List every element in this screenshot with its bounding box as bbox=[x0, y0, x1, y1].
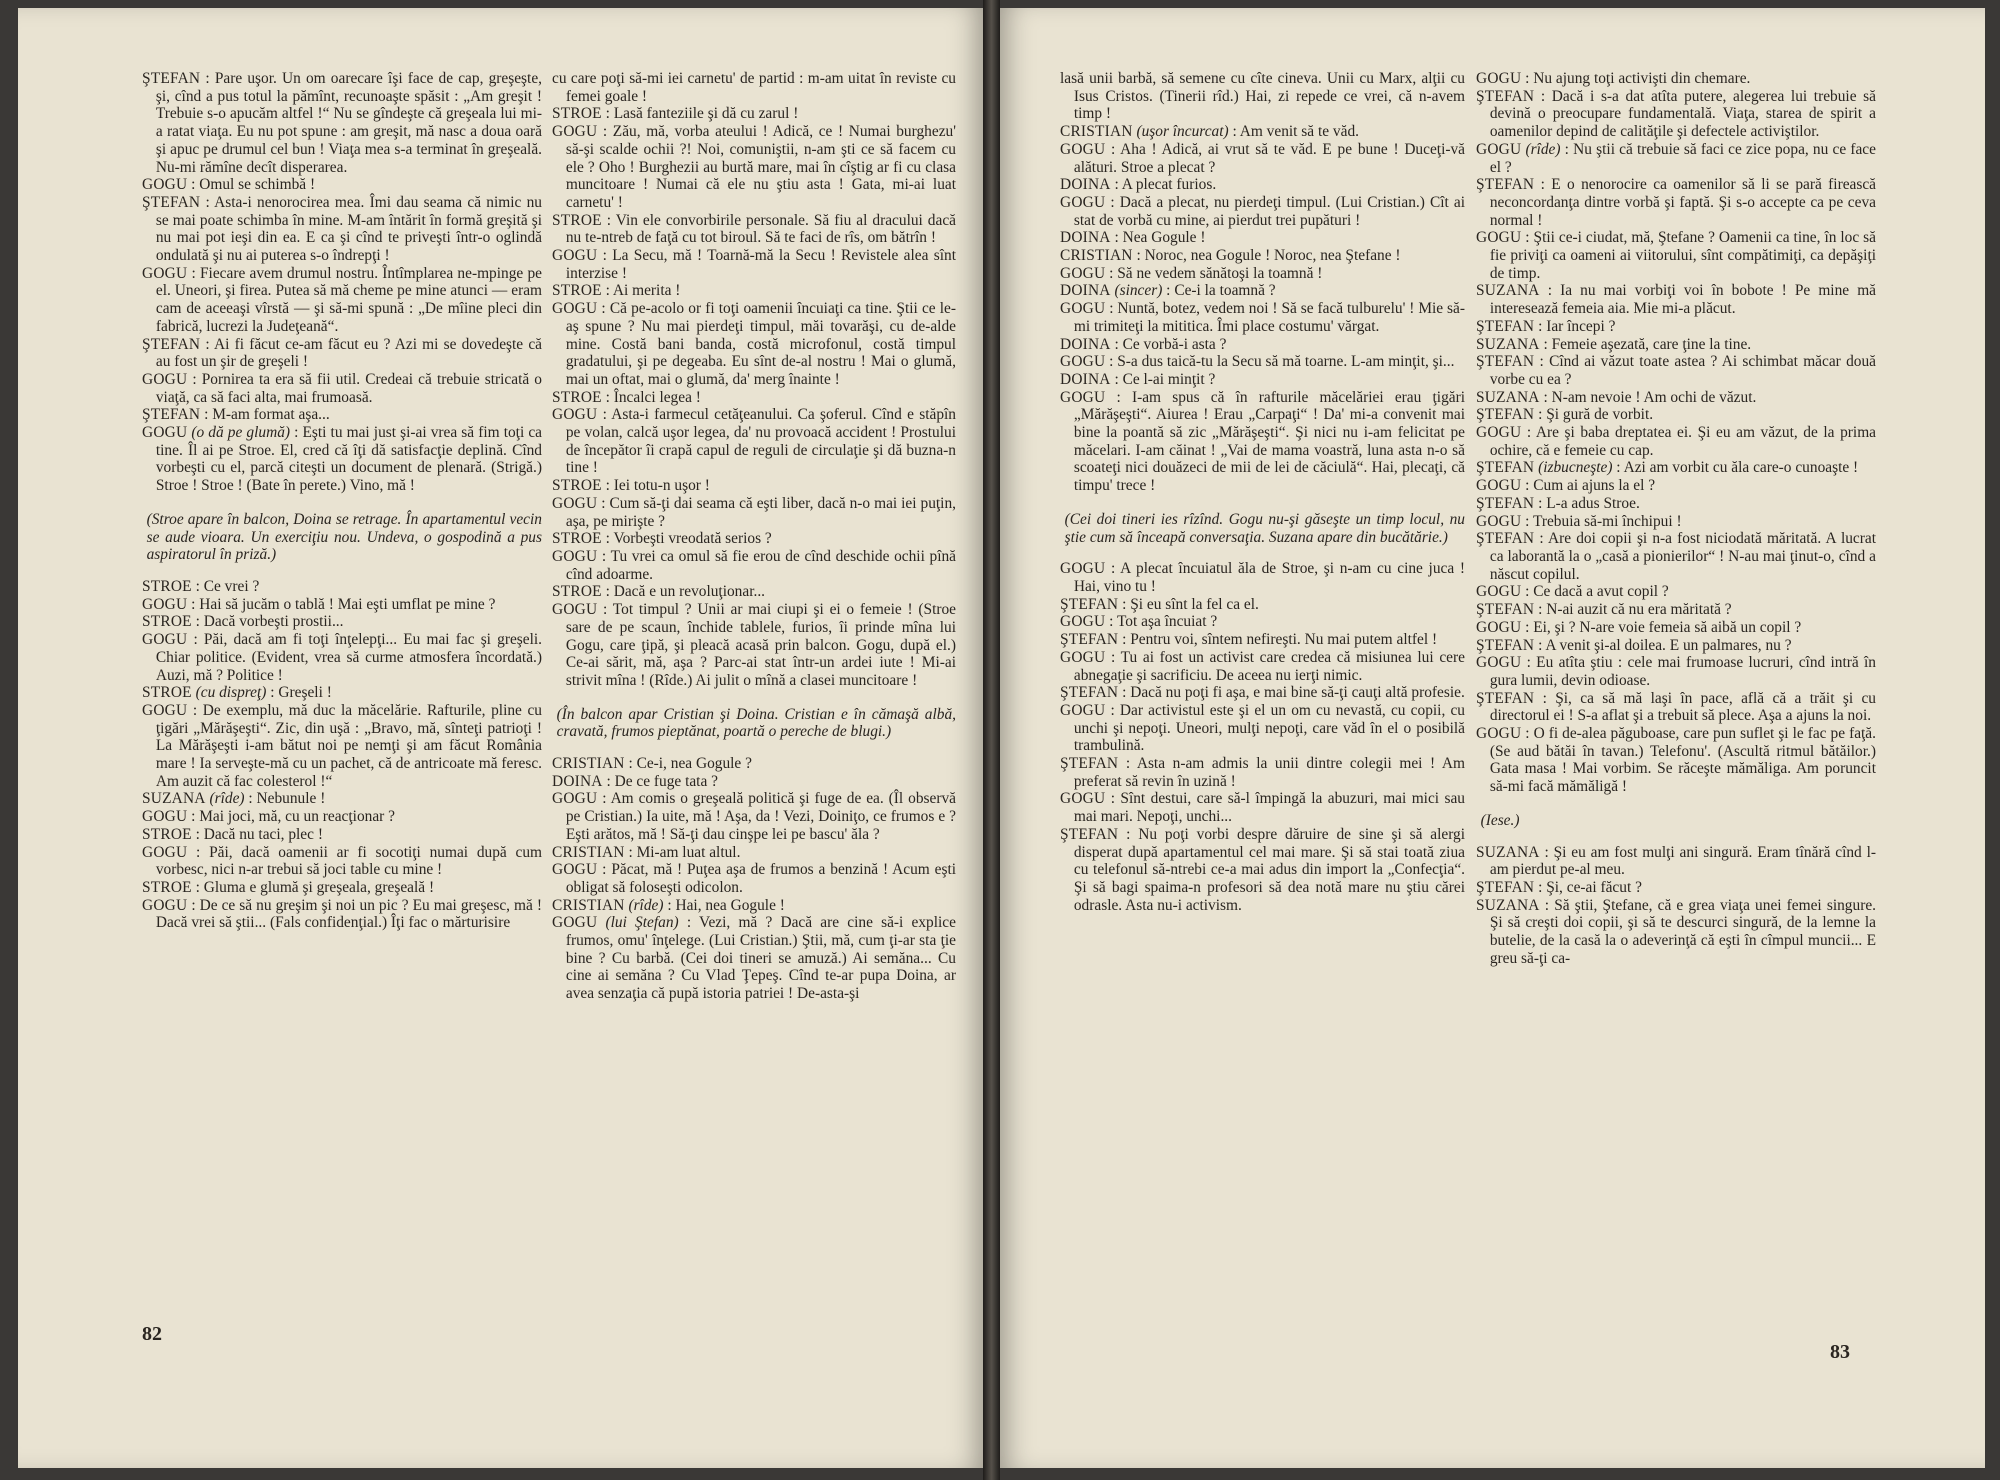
dialogue-text: Nu ştii că trebuie să faci ce zice popa, nu ce face el ? bbox=[1489, 140, 1876, 176]
dialogue-line: ŞTEFAN : Iar începi ? bbox=[1476, 317, 1616, 335]
dialogue-text: Ce vrei ? bbox=[203, 577, 260, 595]
speaker-name: GOGU bbox=[552, 547, 598, 565]
speaker-name: ŞTEFAN bbox=[1060, 755, 1119, 773]
dialogue-text: O fi de-alea păguboase, care pun suflet şi le fac pe faţă. (Se aud bătăi în tavan.) Telefonu'. (Ascultă ritmul bătăilor.) Gata masa ! Mai vorbim. Se răceşte mămăliga. Am poruncit să-mi facă mămăligă ! bbox=[1489, 725, 1876, 796]
dialogue-text: Are şi baba dreptatea ei. Şi eu am văzut, de la prima ochire, că e femeie cu cap. bbox=[1489, 424, 1876, 459]
speaker-name: GOGU bbox=[552, 247, 598, 265]
dialogue-text: Cînd ai văzut toate astea ? Ai schimbat măcar două vorbe cu ea ? bbox=[1489, 353, 1876, 388]
dialogue-text: Ia nu mai vorbiţi voi în bobote ! Pe mine mă interesează femeia aia. Mie mi-a plăcut. bbox=[1489, 282, 1876, 318]
speaker-name: GOGU bbox=[552, 601, 598, 619]
dialogue-line: GOGU : Păi, dacă oamenii ar fi socotiţi numai după cum vorbesc, nici n-ar trebui să joci table cu mine ! bbox=[142, 843, 542, 879]
stage-direction: (În balcon apar Cristian şi Doina. Cristian e în cămaşă albă, cravată, frumos pieptănat, poartă o pereche de blugi.) bbox=[556, 705, 956, 741]
dialogue-line: ŞTEFAN : Şi eu sînt la fel ca el. bbox=[1060, 595, 1259, 613]
speaker-name: ŞTEFAN bbox=[142, 193, 201, 211]
dialogue-text: De ce să nu greşim şi noi un pic ? Eu mai greşesc, mă ! Dacă vrei să ştii... (Fals confidenţial.) Îţi fac o mărturisire bbox=[155, 896, 542, 932]
dialogue-line: GOGU : Tu vrei ca omul să fie erou de cînd deschide ochii pînă cînd adoarme. bbox=[552, 547, 956, 583]
speaker-name: STROE bbox=[552, 105, 602, 123]
speaker-name: ŞTEFAN bbox=[1060, 684, 1119, 702]
dialogue-line: ŞTEFAN : M-am format aşa... bbox=[142, 406, 330, 424]
dialogue-text: Dacă e un revoluţionar... bbox=[613, 583, 766, 601]
dialogue-text: La Secu, mă ! Toarnă-mă la Secu ! Revistele alea sînt interzise ! bbox=[565, 247, 956, 282]
speaker-name: ŞTEFAN bbox=[1476, 494, 1535, 512]
speaker-name: DOINA bbox=[1060, 229, 1111, 247]
speaker-name: DOINA bbox=[552, 772, 603, 790]
speaker-name: GOGU bbox=[552, 406, 598, 424]
dialogue-text: Fiecare avem drumul nostru. Întîmplarea ne-mpinge pe el. Uneori, şi firea. Putea să mă cheme pe mine atunci — eram cam de aceeaşi vîrstă — şi să-mi spună : „De mîine pleci din fabrică, lucrezi la Judeţeană“. bbox=[155, 264, 542, 335]
dialogue-line: GOGU : Mai joci, mă, cu un reacţionar ? bbox=[142, 808, 395, 826]
dialogue-text: Greşeli ! bbox=[278, 684, 332, 702]
dialogue-line: GOGU (rîde) : Nu ştii că trebuie să faci ce zice popa, nu ce face el ? bbox=[1476, 140, 1876, 176]
dialogue-line: GOGU : Cum ai ajuns la el ? bbox=[1476, 477, 1656, 495]
speaker-name: GOGU bbox=[1060, 701, 1106, 719]
speaker-name: GOGU bbox=[1476, 618, 1522, 636]
dialogue-text: Mai joci, mă, cu un reacţionar ? bbox=[199, 808, 395, 826]
dialogue-line: SUZANA : N-am nevoie ! Am ochi de văzut. bbox=[1476, 388, 1757, 406]
page-number-left: 82 bbox=[142, 1323, 162, 1345]
speaker-name: ŞTEFAN bbox=[1476, 636, 1535, 654]
speaker-name: DOINA bbox=[1060, 282, 1111, 300]
dialogue-text: N-am nevoie ! Am ochi de văzut. bbox=[1551, 388, 1757, 406]
speaker-name: GOGU bbox=[1476, 512, 1522, 530]
dialogue-text: Mi-am luat altul. bbox=[636, 843, 741, 861]
dialogue-line: GOGU : Să ne vedem sănătoşi la toamnă ! bbox=[1060, 264, 1323, 282]
dialogue-text: Vezi, mă ? Dacă are cine să-i explice frumos, omu' înţelege. (Lui Cristian.) Ştii, mă, cum ţi-ar sta ţie bine ? Cu barbă. (Cei doi tineri se amuză.) Ai semăna... Cu cine ai semăna ? Cu Vlad Ţepeş. Cînd te-ar pupa Doina, ar avea senzaţia că pupă istoria patriei ! De-asta-şi bbox=[565, 914, 956, 1003]
speaker-direction: (cu dispreţ) bbox=[195, 684, 267, 702]
speaker-direction: (o dă pe glumă) bbox=[191, 424, 291, 442]
dialogue-text: A plecat încuiatul ăla de Stroe, şi n-am cu cine juca ! Hai, vino tu ! bbox=[1073, 560, 1465, 595]
dialogue-line: CRISTIAN (rîde) : Hai, nea Gogule ! bbox=[552, 896, 785, 914]
speaker-name: STROE bbox=[552, 530, 602, 548]
speaker-name: STROE bbox=[142, 577, 192, 595]
speaker-name: GOGU bbox=[1060, 353, 1106, 371]
dialogue-text: Pentru voi, sîntem nefireşti. Nu mai putem altfel ! bbox=[1130, 631, 1438, 649]
dialogue-line: DOINA (sincer) : Ce-i la toamnă ? bbox=[1060, 282, 1276, 300]
speaker-name: GOGU bbox=[552, 123, 598, 141]
dialogue-text: Zău, mă, vorba ateului ! Adică, ce ! Numai burghezu' să-şi scalde ochii ?! Noi, comuniştii, n-am şti ce să facem cu ele ? Oho ! Burghezii au burtă mare, mai în cîştig ar fi cu clasa muncitoare ! Numai că ele nu ştiu asta ! Gata, mi-ai luat carnetu' ! bbox=[565, 123, 956, 211]
dialogue-line: GOGU : Aha ! Adică, ai vrut să te văd. E pe bune ! Duceţi-vă alături. Stroe a plecat ? bbox=[1060, 140, 1465, 176]
speaker-name: ŞTEFAN bbox=[1476, 317, 1535, 335]
dialogue-text: Tu ai fost un activist care credea că misiunea lui cere abnegaţie şi sacrificiu. De aceea nu ierţi nimic. bbox=[1073, 648, 1465, 684]
speaker-name: SUZANA bbox=[1476, 335, 1540, 353]
dialogue-text: Am venit să te văd. bbox=[1239, 123, 1359, 141]
dialogue-text: Ştii ce-i ciudat, mă, Ştefane ? Oamenii ca tine, în loc să fie priviţi ca oameni ai viitorului, sînt compătimiţi, ca depăşiţi de timp. bbox=[1489, 229, 1876, 282]
speaker-name: CRISTIAN bbox=[552, 896, 625, 914]
speaker-name: STROE bbox=[552, 388, 602, 406]
speaker-direction: (izbucneşte) bbox=[1538, 459, 1613, 477]
speaker-name: GOGU bbox=[1060, 648, 1106, 666]
dialogue-line: STROE : Lasă fanteziile şi dă cu zarul ! bbox=[552, 105, 799, 123]
speaker-name: ŞTEFAN bbox=[1060, 595, 1119, 613]
speaker-name: STROE bbox=[142, 684, 192, 702]
dialogue-line: SUZANA : Să ştii, Ştefane, că e grea viaţa unei femei singure. Şi să creşti doi copii, şi să te descurci singură, de la lemne la butelie, de la casă la o adeverinţă că eşti în cîmpul muncii... E greu să-ţi ca- bbox=[1476, 896, 1876, 967]
speaker-name: DOINA bbox=[1060, 335, 1111, 353]
dialogue-line: ŞTEFAN : Cînd ai văzut toate astea ? Ai schimbat măcar două vorbe cu ea ? bbox=[1476, 353, 1876, 388]
dialogue-line: STROE : Dacă nu taci, plec ! bbox=[142, 825, 323, 843]
speaker-name: GOGU bbox=[1060, 613, 1106, 631]
dialogue-line: GOGU : Pornirea ta era să fii util. Credeai că trebuie stricată o viaţă, ca să faci alta, mai frumoasă. bbox=[142, 370, 542, 406]
dialogue-text: Tu vrei ca omul să fie erou de cînd deschide ochii pînă cînd adoarme. bbox=[565, 547, 956, 583]
dialogue-text: Ce-i la toamnă ? bbox=[1174, 282, 1276, 300]
dialogue-line bbox=[1060, 70, 1465, 123]
dialogue-line: CRISTIAN : Mi-am luat altul. bbox=[552, 843, 741, 861]
dialogue-text: Sînt destui, care să-l împingă la abuzuri, mai mici sau mai mari. Nepoţi, unchi... bbox=[1073, 790, 1465, 826]
speaker-name: GOGU bbox=[1476, 725, 1522, 743]
dialogue-line: GOGU : Zău, mă, vorba ateului ! Adică, ce ! Numai burghezu' să-şi scalde ochii ?! Noi, comuniştii, n-am şti ce să facem cu ele ? Oho ! Burghezii au burtă mare, mai în cîştig ar fi cu clasa muncitoare ! Numai că ele nu ştiu asta ! Gata, mi-ai luat carnetu' ! bbox=[552, 123, 956, 211]
dialogue-line: ŞTEFAN : A venit şi-al doilea. E un palmares, nu ? bbox=[1476, 636, 1792, 654]
dialogue-text: Iei totu-n uşor ! bbox=[613, 477, 710, 495]
speaker-name: STROE bbox=[142, 825, 192, 843]
speaker-name: GOGU bbox=[1476, 229, 1522, 247]
dialogue-line: ŞTEFAN : Şi, ce-ai făcut ? bbox=[1476, 878, 1642, 896]
speaker-name: GOGU bbox=[1060, 264, 1106, 282]
dialogue-line: STROE (cu dispreţ) : Greşeli ! bbox=[142, 684, 332, 702]
dialogue-text: Noroc, nea Gogule ! Noroc, nea Ştefane ! bbox=[1144, 247, 1401, 265]
speaker-name: GOGU bbox=[1060, 300, 1106, 318]
speaker-name: SUZANA bbox=[1476, 896, 1540, 914]
dialogue-text: Trebuia să-mi închipui ! bbox=[1532, 512, 1682, 530]
dialogue-line: ŞTEFAN : E o nenorocire ca oamenilor să li se pară firească neconcordanţa dintre vorbă şi faptă. Şi s-o accepte ca pe ceva normal ! bbox=[1476, 176, 1877, 229]
speaker-name: STROE bbox=[142, 878, 192, 896]
dialogue-line: GOGU : Dacă a plecat, nu pierdeţi timpul. (Lui Cristian.) Cît ai stat de vorbă cu mine, ai pierdut trei pupături ! bbox=[1060, 193, 1465, 229]
dialogue-line: ŞTEFAN : Nu poţi vorbi despre dăruire de sine şi să alergi disperat după apartamentul cel mai mare. Şi să stai toată ziua cu telefonul să-ntrebi ce-a mai adus din import la „Confecţia“. Şi să bagi spaima-n profesori să dea notă mare nu ştiu cărei odrasle. Asta nu-i activism. bbox=[1060, 825, 1466, 914]
speaker-direction: (rîde) bbox=[209, 790, 245, 808]
speaker-name: ŞTEFAN bbox=[1476, 406, 1535, 424]
speaker-name: GOGU bbox=[142, 701, 188, 719]
dialogue-line: CRISTIAN : Ce-i, nea Gogule ? bbox=[552, 755, 752, 773]
dialogue-text: lasă unii barbă, să semene cu cîte cineva. Unii cu Marx, alţii cu Isus Cristos. (Tinerii rîd.) Hai, zi repede ce vrei, că n-avem timp ! bbox=[1060, 70, 1465, 123]
dialogue-line: GOGU : Păi, dacă am fi toţi înţelepţi... Eu mai fac şi greşeli. Chiar politice. (Evident, vrea să curme atmosfera încordată.) Auzi, mă ? Politice ! bbox=[142, 631, 542, 684]
dialogue-text: Ce l-ai minţit ? bbox=[1122, 370, 1216, 388]
dialogue-line: GOGU : Că pe-acolo or fi toţi oamenii încuiaţi ca tine. Ştii ce le-aş spune ? Nu mai pierdeţi timpul, măi tovarăşi, cu de-alde mine. Costă bani banda, costă microfonul, costă timpul gradatului, şi pe degeaba. Eu sînt de-al nostru ! Mai o glumă, mai un oftat, mai o glumă, da' merg înainte ! bbox=[552, 300, 956, 388]
speaker-name: ŞTEFAN bbox=[1060, 631, 1119, 649]
dialogue-line: CRISTIAN (uşor încurcat) : Am venit să te văd. bbox=[1060, 123, 1359, 141]
dialogue-line: ŞTEFAN (izbucneşte) : Azi am vorbit cu ăla care-o cunoaşte ! bbox=[1476, 459, 1859, 477]
dialogue-line: STROE : Vorbeşti vreodată serios ? bbox=[552, 530, 772, 548]
speaker-name: STROE bbox=[552, 211, 602, 229]
speaker-name: GOGU bbox=[142, 808, 188, 826]
dialogue-line: STROE : Ai merita ! bbox=[552, 282, 681, 300]
dialogue-text: S-a dus taică-tu la Secu să mă toarne. L-am minţit, şi... bbox=[1117, 353, 1455, 371]
dialogue-text: Lasă fanteziile şi dă cu zarul ! bbox=[613, 105, 799, 123]
speaker-name: GOGU bbox=[1060, 790, 1106, 808]
speaker-name: GOGU bbox=[1476, 583, 1522, 601]
left-page-column-2 bbox=[552, 70, 956, 1003]
dialogue-line: GOGU : S-a dus taică-tu la Secu să mă toarne. L-am minţit, şi... bbox=[1060, 353, 1455, 371]
dialogue-text: Hai, nea Gogule ! bbox=[675, 896, 785, 914]
speaker-name: CRISTIAN bbox=[552, 755, 625, 773]
dialogue-line: GOGU : Hai să jucăm o tablă ! Mai eşti umflat pe mine ? bbox=[142, 595, 496, 613]
dialogue-text: Nuntă, botez, vedem noi ! Să se facă tulburelu' ! Mie să-mi trimiteţi la mititica. Îmi place costumu' vărgat. bbox=[1073, 300, 1465, 335]
dialogue-line: STROE : Iei totu-n uşor ! bbox=[552, 477, 710, 495]
dialogue-text: Aha ! Adică, ai vrut să te văd. E pe bune ! Duceţi-vă alături. Stroe a plecat ? bbox=[1073, 140, 1465, 176]
dialogue-line: GOGU : Tot timpul ? Unii ar mai ciupi şi ei o femeie ! (Stroe sare de pe scaun, închide tablele, furios, îi prinde mîna lui Gogu, care ţipă, şi pleacă acasă prin balcon. Gogu, după el.) Ce-ai sărit, mă, aşa ? Parc-ai stat într-un ardei iute ! Mi-ai strivit mîna ! (Rîde.) Ai julit o mînă a clasei muncitoare ! bbox=[552, 601, 956, 689]
dialogue-line: ŞTEFAN : Şi gură de vorbit. bbox=[1476, 406, 1654, 424]
speaker-name: DOINA bbox=[1060, 176, 1111, 194]
dialogue-text: M-am format aşa... bbox=[212, 406, 330, 424]
speaker-name: GOGU bbox=[1060, 388, 1106, 406]
dialogue-text: I-am spus că în rafturile măcelăriei erau ţigări „Mărăşeşti“. Aiurea ! Erau „Carpaţi“ ! Da' mi-a convenit mai bine la poantă să zic „Mărăşeşti“. Şi nici nu i-am felicitat pe măcelari. I-am căinat ! „Vai de mama voastră, luna asta n-o să scoateţi nici douăzeci de mii de lei de căciulă“. Hai, plecaţi, că timpu' trece ! bbox=[1073, 388, 1466, 495]
dialogue-text: Şi eu sînt la fel ca el. bbox=[1130, 595, 1259, 613]
dialogue-line: GOGU : A plecat încuiatul ăla de Stroe, şi n-am cu cine juca ! Hai, vino tu ! bbox=[1060, 560, 1465, 595]
dialogue-line: STROE : Dacă e un revoluţionar... bbox=[552, 583, 766, 601]
dialogue-text: Femeie aşezată, care ţine la tine. bbox=[1551, 335, 1752, 353]
speaker-name: SUZANA bbox=[1476, 388, 1540, 406]
speaker-name: ŞTEFAN bbox=[1476, 878, 1535, 896]
left-page bbox=[18, 8, 983, 1468]
dialogue-text: Asta-i nenorocirea mea. Îmi dau seama că nimic nu se mai poate schimba în mine. M-am întărit în formă greşită şi nu mai pot ieşi din ea. E ca şi cînd te priveşti într-o oglindă ondulată şi nu ai puterea s-o îndrepţi ! bbox=[155, 193, 542, 265]
dialogue-line: ŞTEFAN : Pentru voi, sîntem nefireşti. Nu mai putem altfel ! bbox=[1060, 631, 1438, 649]
speaker-name: ŞTEFAN bbox=[1476, 689, 1535, 707]
dialogue-line: GOGU : Trebuia să-mi închipui ! bbox=[1476, 512, 1682, 530]
speaker-direction: (rîde) bbox=[1525, 140, 1561, 158]
speaker-name: ŞTEFAN bbox=[1476, 459, 1535, 477]
dialogue-line: DOINA : De ce fuge tata ? bbox=[552, 772, 718, 790]
dialogue-line: DOINA : Ce l-ai minţit ? bbox=[1060, 370, 1216, 388]
dialogue-line: DOINA : Nea Gogule ! bbox=[1060, 229, 1206, 247]
dialogue-line: ŞTEFAN : Asta-i nenorocirea mea. Îmi dau seama că nimic nu se mai poate schimba în mine. M-am întărit în formă greşită şi nu mai pot ieşi din ea. E ca şi cînd te priveşti într-o oglindă ondulată şi nu ai puterea s-o îndrepţi ! bbox=[142, 193, 542, 265]
dialogue-text: L-a adus Stroe. bbox=[1546, 494, 1640, 512]
dialogue-line: GOGU : Dar activistul este şi el un om cu nevastă, cu copii, cu unchi şi nepoţi. Uneori, mulţi nepoţi, care văd în el o posibilă trambulină. bbox=[1060, 701, 1465, 755]
dialogue-text: Păi, dacă am fi toţi înţelepţi... Eu mai fac şi greşeli. Chiar politice. (Evident, vrea să curme atmosfera încordată.) Auzi, mă ? Politice ! bbox=[155, 631, 542, 684]
dialogue-text: Asta-i farmecul cetăţeanului. Ca şoferul. Cînd e stăpîn pe volan, calcă uşor legea, da' nu provoacă accident ! Prostului de începător îi crapă capul de reguli de circulaţie şi dă buzna-n tine ! bbox=[565, 406, 956, 477]
dialogue-text: Nu poţi vorbi despre dăruire de sine şi să alergi disperat după apartamentul cel mai mare. Şi să stai toată ziua cu telefonul să-ntrebi ce-a mai adus din import la „Confecţia“. Şi să bagi spaima-n profesori să dea notă mare nu ştiu cărei odrasle. Asta nu-i activism. bbox=[1073, 825, 1466, 914]
speaker-name: STROE bbox=[142, 613, 192, 631]
dialogue-line: SUZANA : Şi eu am fost mulţi ani singură. Eram tînără cînd l-am pierdut pe-al meu. bbox=[1476, 843, 1876, 879]
page-number-right: 83 bbox=[1830, 1341, 1850, 1363]
stage-direction: (Cei doi tineri ies rîzînd. Gogu nu-şi găseşte un timp locul, nu ştie cum să înceapă conversaţia. Suzana apare din bucătărie.) bbox=[1064, 510, 1465, 546]
dialogue-text: Ei, şi ? N-are voie femeia să aibă un copil ? bbox=[1533, 618, 1802, 636]
speaker-name: GOGU bbox=[1476, 424, 1522, 442]
dialogue-text: Are doi copii şi n-a fost niciodată măritată. A lucrat ca laborantă la o „casă a pionierilor“ ! N-au mai ţinut-o, cînd a născut copilul. bbox=[1489, 530, 1876, 583]
dialogue-line: CRISTIAN : Noroc, nea Gogule ! Noroc, nea Ştefane ! bbox=[1060, 247, 1401, 265]
speaker-name: ŞTEFAN bbox=[142, 335, 201, 353]
dialogue-text: Omul se schimbă ! bbox=[199, 176, 316, 194]
dialogue-line: GOGU : Tot aşa încuiat ? bbox=[1060, 613, 1218, 631]
speaker-name: ŞTEFAN bbox=[142, 406, 201, 424]
speaker-name: STROE bbox=[552, 583, 602, 601]
dialogue-line: GOGU : Cum să-ţi dai seama că eşti liber, dacă n-o mai iei puţin, aşa, pe mirişte ? bbox=[552, 494, 956, 530]
dialogue-text: Am comis o greşeală politică şi fuge de ea. (Îl observă pe Cristian.) Ia uite, mă ! Aşa, da ! Vezi, Doiniţo, ce frumos e ? Eşti arătos, mă ! Să-ţi dau cinşpe lei pe bascu' ăla ? bbox=[565, 790, 956, 843]
speaker-name: SUZANA bbox=[1476, 282, 1540, 300]
speaker-name: DOINA bbox=[1060, 370, 1111, 388]
dialogue-text: Cum ai ajuns la el ? bbox=[1533, 477, 1656, 495]
dialogue-line: ŞTEFAN : Are doi copii şi n-a fost niciodată măritată. A lucrat ca laborantă la o „casă a pionierilor“ ! N-au mai ţinut-o, cînd a născut copilul. bbox=[1476, 530, 1876, 583]
dialogue-text: Ai fi făcut ce-am făcut eu ? Azi mi se dovedeşte că au fost un şir de greşeli ! bbox=[155, 335, 542, 371]
dialogue-text: Pornirea ta era să fii util. Credeai că trebuie stricată o viaţă, ca să faci alta, mai frumoasă. bbox=[155, 370, 542, 406]
dialogue-text: Tot aşa încuiat ? bbox=[1116, 613, 1218, 631]
dialogue-line: ŞTEFAN : Asta n-am admis la unii dintre colegii mei ! Am preferat să revin în uzină ! bbox=[1060, 755, 1465, 790]
dialogue-line: DOINA : A plecat furios. bbox=[1060, 176, 1217, 194]
speaker-direction: (sincer) bbox=[1114, 282, 1163, 300]
speaker-name: GOGU bbox=[1476, 70, 1522, 87]
dialogue-line: ŞTEFAN : N-ai auzit că nu era măritată ? bbox=[1476, 601, 1732, 619]
dialogue-line: GOGU : De exemplu, mă duc la măcelărie. Rafturile, pline cu ţigări „Mărăşeşti“. Zic, din uşă : „Bravo, mă, sînteţi patrioţi ! La Mărăşeşti i-am bătut noi pe nemţi şi am făcut România mare ! Ia serveşte-mă cu un pachet, că de antricoate mă feresc. Am auzit că fac colesterol !“ bbox=[142, 701, 543, 790]
dialogue-line: GOGU : De ce să nu greşim şi noi un pic ? Eu mai greşesc, mă ! Dacă vrei să ştii... (Fals confidenţial.) Îţi fac o mărturisire bbox=[142, 896, 542, 932]
dialogue-line: GOGU : Are şi baba dreptatea ei. Şi eu am văzut, de la prima ochire, că e femeie cu cap. bbox=[1476, 424, 1876, 459]
speaker-name: GOGU bbox=[552, 790, 598, 808]
dialogue-text: Hai să jucăm o tablă ! Mai eşti umflat pe mine ? bbox=[199, 595, 496, 613]
speaker-name: ŞTEFAN bbox=[1476, 87, 1535, 105]
speaker-direction: (lui Ştefan) bbox=[605, 914, 679, 932]
speaker-name: GOGU bbox=[142, 896, 188, 914]
speaker-name: SUZANA bbox=[1476, 843, 1540, 861]
speaker-name: CRISTIAN bbox=[552, 843, 625, 861]
dialogue-text: De ce fuge tata ? bbox=[614, 772, 718, 790]
dialogue-text: Păcat, mă ! Puţea aşa de frumos a benzină ! Acum eşti obligat să foloseşti odicolon. bbox=[565, 861, 956, 896]
dialogue-line: STROE : Ce vrei ? bbox=[142, 577, 260, 595]
dialogue-text: Vin ele convorbirile personale. Să fiu al dracului dacă nu te-ntreb de faţă cu tot biroul. Să te faci de rîs, om bătrîn ! bbox=[565, 211, 956, 247]
dialogue-text: Dacă vorbeşti prostii... bbox=[203, 613, 344, 631]
stage-direction: (Iese.) bbox=[1480, 811, 1520, 829]
dialogue-line: SUZANA : Femeie aşezată, care ţine la tine. bbox=[1476, 335, 1752, 353]
speaker-name: GOGU bbox=[1476, 477, 1522, 495]
dialogue-text: Ce vorbă-i asta ? bbox=[1122, 335, 1227, 353]
speaker-name: ŞTEFAN bbox=[1060, 825, 1119, 843]
dialogue-text: Eu atîta ştiu : cele mai frumoase lucruri, cînd intră în gura lumii, devin odioase. bbox=[1489, 654, 1877, 689]
dialogue-line: ŞTEFAN : Pare uşor. Un om oarecare îşi face de cap, greşeşte, şi, cînd a pus totul la pămînt, recunoaşte spăsit : „Am greşit ! Trebuie s-o apucăm altfel !“ Nu se gîndeşte că greşeala lui mi-a ratat viaţa. Eu nu pot spune : am greşit, mă nasc a doua oară şi apuc pe drumul cel bun ! Viaţa mea s-a terminat în greşeală. Nu-mi rămîne decît disperarea. bbox=[142, 70, 542, 176]
right-page-column-1 bbox=[1060, 70, 1465, 914]
dialogue-line: GOGU : Fiecare avem drumul nostru. Întîmplarea ne-mpinge pe el. Uneori, şi firea. Putea să mă cheme pe mine atunci — eram cam de aceeaşi vîrstă — şi să-mi spună : „De mîine pleci din fabrică, lucrezi la Judeţeană“. bbox=[142, 264, 542, 335]
dialogue-text: Şi eu am fost mulţi ani singură. Eram tînără cînd l-am pierdut pe-al meu. bbox=[1489, 843, 1876, 879]
dialogue-text: Şi, ce-ai făcut ? bbox=[1546, 878, 1642, 896]
dialogue-line: ŞTEFAN : L-a adus Stroe. bbox=[1476, 494, 1640, 512]
dialogue-text: Că pe-acolo or fi toţi oamenii încuiaţi ca tine. Ştii ce le-aş spune ? Nu mai pierdeţi timpul, măi tovarăşi, cu de-alde mine. Costă bani banda, costă microfonul, costă timpul gradatului, şi pe degeaba. Eu sînt de-al nostru ! Mai o glumă, mai un oftat, mai o glumă, da' merg înainte ! bbox=[565, 300, 956, 388]
dialogue-line: STROE : Încalci legea ! bbox=[552, 388, 701, 406]
dialogue-text: N-ai auzit că nu era măritată ? bbox=[1546, 601, 1732, 619]
speaker-name: GOGU bbox=[142, 424, 188, 442]
dialogue-line: GOGU : Păcat, mă ! Puţea aşa de frumos a benzină ! Acum eşti obligat să foloseşti odicolon. bbox=[552, 861, 956, 896]
speaker-name: ŞTEFAN bbox=[1476, 530, 1535, 548]
speaker-name: GOGU bbox=[142, 843, 188, 861]
dialogue-line: GOGU : Nu ajung toţi activişti din chemare. bbox=[1476, 70, 1751, 87]
dialogue-text: Şi, ca să mă laşi în pace, află că a trăit şi cu directorul ei ! S-a aflat şi a trebuit să plece. Aşa a ajuns la noi. bbox=[1489, 689, 1876, 725]
dialogue-text: Dacă i s-a dat atîta putere, alegerea lui trebuie să devină o preocupare fundamentală. Viaţa, starea de spirit a oamenilor depind de calităţile şi defectele activiştilor. bbox=[1489, 87, 1876, 141]
speaker-name: GOGU bbox=[142, 264, 188, 282]
dialogue-text: Eşti tu mai just şi-ai vrea să fim toţi ca tine. Îl ai pe Stroe. El, cred că îţi dă satisfacţie deplină. Cînd vorbeşti cu el, parcă citeşti un document de plenară. (Strigă.) Stroe ! Stroe ! (Bate în perete.) Vino, mă ! bbox=[155, 424, 542, 495]
dialogue-line: SUZANA : Ia nu mai vorbiţi voi în bobote ! Pe mine mă interesează femeia aia. Mie mi-a plăcut. bbox=[1476, 282, 1876, 318]
dialogue-line: GOGU : Ce dacă a avut copil ? bbox=[1476, 583, 1669, 601]
dialogue-text: Iar începi ? bbox=[1546, 317, 1616, 335]
speaker-name: GOGU bbox=[552, 494, 598, 512]
speaker-name: ŞTEFAN bbox=[1476, 176, 1535, 194]
speaker-name: GOGU bbox=[1060, 140, 1106, 158]
speaker-name: GOGU bbox=[1476, 140, 1522, 158]
dialogue-text: Nu ajung toţi activişti din chemare. bbox=[1533, 70, 1751, 87]
speaker-name: ŞTEFAN bbox=[142, 70, 201, 87]
left-page-column-1 bbox=[142, 70, 542, 932]
speaker-name: GOGU bbox=[552, 914, 598, 932]
dialogue-text: Păi, dacă oamenii ar fi socotiţi numai după cum vorbesc, nici n-ar trebui să joci table cu mine ! bbox=[155, 843, 542, 879]
dialogue-line: GOGU : Omul se schimbă ! bbox=[142, 176, 316, 194]
dialogue-text: Încalci legea ! bbox=[613, 388, 701, 406]
dialogue-line: GOGU : Ei, şi ? N-are voie femeia să aibă un copil ? bbox=[1476, 618, 1802, 636]
dialogue-line: DOINA : Ce vorbă-i asta ? bbox=[1060, 335, 1227, 353]
speaker-name: GOGU bbox=[142, 370, 188, 388]
right-page bbox=[1000, 8, 1985, 1468]
dialogue-line: ŞTEFAN : Ai fi făcut ce-am făcut eu ? Azi mi se dovedeşte că au fost un şir de greşeli ! bbox=[142, 335, 542, 371]
dialogue-line: GOGU : Sînt destui, care să-l împingă la abuzuri, mai mici sau mai mari. Nepoţi, unchi... bbox=[1060, 790, 1465, 826]
dialogue-line: SUZANA (rîde) : Nebunule ! bbox=[142, 790, 326, 808]
dialogue-line: STROE : Vin ele convorbirile personale. Să fiu al dracului dacă nu te-ntreb de faţă cu tot biroul. Să te faci de rîs, om bătrîn ! bbox=[552, 211, 956, 247]
dialogue-text: Nea Gogule ! bbox=[1122, 229, 1206, 247]
dialogue-line: GOGU : La Secu, mă ! Toarnă-mă la Secu ! Revistele alea sînt interzise ! bbox=[552, 247, 956, 282]
speaker-name: GOGU bbox=[142, 176, 188, 194]
speaker-name: GOGU bbox=[1476, 654, 1522, 672]
speaker-name: GOGU bbox=[552, 300, 598, 318]
dialogue-text: cu care poţi să-mi iei carnetu' de partid : m-am uitat în reviste cu femei goale ! bbox=[552, 70, 956, 105]
dialogue-text: Tot timpul ? Unii ar mai ciupi şi ei o femeie ! (Stroe sare de pe scaun, închide tablele, furios, îi prinde mîna lui Gogu, care ţipă, şi pleacă acasă prin balcon. Gogu, după el.) Ce-ai sărit, mă, aşa ? Parc-ai stat într-un ardei iute ! Mi-ai strivit mîna ! (Rîde.) Ai julit o mînă a clasei muncitoare ! bbox=[565, 601, 956, 689]
speaker-name: GOGU bbox=[142, 631, 188, 649]
stage-direction: (Stroe apare în balcon, Doina se retrage. În apartamentul vecin se aude vioara. Un exerciţiu nou. Undeva, o gospodină a pus aspiratorul în priză.) bbox=[146, 510, 542, 564]
speaker-direction: (rîde) bbox=[628, 896, 664, 914]
dialogue-line: GOGU : Eu atîta ştiu : cele mai frumoase lucruri, cînd intră în gura lumii, devin odioase. bbox=[1476, 654, 1877, 689]
dialogue-text: Dacă nu taci, plec ! bbox=[203, 825, 323, 843]
dialogue-text: Ce-i, nea Gogule ? bbox=[636, 755, 752, 773]
dialogue-line: GOGU (o dă pe glumă) : Eşti tu mai just şi-ai vrea să fim toţi ca tine. Îl ai pe Stroe. El, cred că îţi dă satisfacţie deplină. Cînd vorbeşti cu el, parcă citeşti un document de plenară. (Strigă.) Stroe ! Stroe ! (Bate în perete.) Vino, mă ! bbox=[142, 424, 542, 495]
dialogue-line: GOGU : Asta-i farmecul cetăţeanului. Ca şoferul. Cînd e stăpîn pe volan, calcă uşor legea, da' nu provoacă accident ! Prostului de începător îi crapă capul de reguli de circulaţie şi dă buzna-n tine ! bbox=[552, 406, 956, 477]
dialogue-line: ŞTEFAN : Şi, ca să mă laşi în pace, află că a trăit şi cu directorul ei ! S-a aflat şi a trebuit să plece. Aşa a ajuns la noi. bbox=[1476, 689, 1876, 725]
dialogue-text: Vorbeşti vreodată serios ? bbox=[613, 530, 772, 548]
dialogue-text: De exemplu, mă duc la măcelărie. Rafturile, pline cu ţigări „Mărăşeşti“. Zic, din uşă : „Bravo, mă, sînteţi patrioţi ! La Mărăşeşti i-am bătut noi pe nemţi şi am făcut România mare ! Ia serveşte-mă cu un pachet, că de antricoate mă feresc. Am auzit că fac colesterol !“ bbox=[155, 701, 543, 790]
dialogue-line bbox=[552, 70, 956, 105]
dialogue-text: Asta n-am admis la unii dintre colegii mei ! Am preferat să revin în uzină ! bbox=[1073, 755, 1465, 790]
dialogue-text: Cum să-ţi dai seama că eşti liber, dacă n-o mai iei puţin, aşa, pe mirişte ? bbox=[565, 494, 956, 530]
dialogue-text: A plecat furios. bbox=[1121, 176, 1217, 194]
dialogue-line: GOGU : Tu ai fost un activist care credea că misiunea lui cere abnegaţie şi sacrificiu. De aceea nu ierţi nimic. bbox=[1060, 648, 1465, 684]
dialogue-text: Ai merita ! bbox=[612, 282, 681, 300]
right-page-column-2 bbox=[1476, 70, 1876, 967]
dialogue-text: Să ştii, Ştefane, că e grea viaţa unei femei singure. Şi să creşti doi copii, şi să te descurci singură, de la lemne la butelie, de la casă la o adeverinţă că eşti în cîmpul muncii... E greu să-ţi ca- bbox=[1489, 896, 1876, 967]
dialogue-line: STROE : Dacă vorbeşti prostii... bbox=[142, 613, 344, 631]
dialogue-text: A venit şi-al doilea. E un palmares, nu ? bbox=[1545, 636, 1792, 654]
speaker-name: ŞTEFAN bbox=[1476, 601, 1535, 619]
speaker-name: GOGU bbox=[1060, 560, 1106, 578]
dialogue-text: Şi gură de vorbit. bbox=[1546, 406, 1654, 424]
dialogue-line: GOGU : O fi de-alea păguboase, care pun suflet şi le fac pe faţă. (Se aud bătăi în tavan.) Telefonu'. (Ascultă ritmul bătăilor.) Gata masa ! Mai vorbim. Se răceşte mămăliga. Am poruncit să-mi facă mămăligă ! bbox=[1476, 725, 1876, 796]
dialogue-text: Gluma e glumă şi greşeala, greşeală ! bbox=[203, 878, 435, 896]
dialogue-text: Dacă nu poţi fi aşa, e mai bine să-ţi cauţi altă profesie. bbox=[1130, 684, 1465, 702]
speaker-name: STROE bbox=[552, 477, 602, 495]
dialogue-text: Să ne vedem sănătoşi la toamnă ! bbox=[1117, 264, 1323, 282]
dialogue-line: GOGU : I-am spus că în rafturile măcelăriei erau ţigări „Mărăşeşti“. Aiurea ! Erau „Carpaţi“ ! Da' mi-a convenit mai bine la poantă să zic „Mărăşeşti“. Şi nici nu i-am felicitat pe măcelari. I-am căinat ! „Vai de mama voastră, luna asta n-o să scoateţi nici douăzeci de mii de lei de căciulă“. Hai, plecaţi, că timpu' trece ! bbox=[1060, 388, 1466, 495]
speaker-name: ŞTEFAN bbox=[1476, 353, 1535, 371]
dialogue-text: Dacă a plecat, nu pierdeţi timpul. (Lui Cristian.) Cît ai stat de vorbă cu mine, ai pierdut trei pupături ! bbox=[1073, 193, 1465, 229]
speaker-name: GOGU bbox=[142, 595, 188, 613]
dialogue-line: GOGU : Am comis o greşeală politică şi fuge de ea. (Îl observă pe Cristian.) Ia uite, mă ! Aşa, da ! Vezi, Doiniţo, ce frumos e ? Eşti arătos, mă ! Să-ţi dau cinşpe lei pe bascu' ăla ? bbox=[552, 790, 956, 843]
dialogue-line: GOGU (lui Ştefan) : Vezi, mă ? Dacă are cine să-i explice frumos, omu' înţelege. (Lui Cristian.) Ştii, mă, cum ţi-ar sta ţie bine ? Cu barbă. (Cei doi tineri se amuză.) Ai semăna... Cu cine ai semăna ? Cu Vlad Ţepeş. Cînd te-ar pupa Doina, ar avea senzaţia că pupă istoria patriei ! De-asta-şi bbox=[552, 914, 956, 1003]
book-spine bbox=[983, 0, 1000, 1480]
dialogue-line: GOGU : Nuntă, botez, vedem noi ! Să se facă tulburelu' ! Mie să-mi trimiteţi la mititica. Îmi place costumu' vărgat. bbox=[1060, 300, 1465, 335]
dialogue-line: STROE : Gluma e glumă şi greşeala, greşeală ! bbox=[142, 878, 435, 896]
speaker-name: CRISTIAN bbox=[1060, 123, 1133, 141]
dialogue-text: Azi am vorbit cu ăla care-o cunoaşte ! bbox=[1623, 459, 1859, 477]
dialogue-text: Pare uşor. Un om oarecare îşi face de cap, greşeşte, şi, cînd a pus totul la pămînt, recunoaşte spăsit : „Am greşit ! Trebuie s-o apucăm altfel !“ Nu se gîndeşte că greşeala lui mi-a ratat viaţa. Eu nu pot spune : am greşit, mă nasc a doua oară şi apuc pe drumul cel bun ! Viaţa mea s-a terminat în greşeală. Nu-mi rămîne decît disperarea. bbox=[155, 70, 542, 176]
speaker-name: CRISTIAN bbox=[1060, 247, 1133, 265]
dialogue-text: Ce dacă a avut copil ? bbox=[1533, 583, 1669, 601]
dialogue-line: ŞTEFAN : Dacă nu poţi fi aşa, e mai bine să-ţi cauţi altă profesie. bbox=[1060, 684, 1465, 702]
speaker-name: STROE bbox=[552, 282, 602, 300]
dialogue-text: Dar activistul este şi el un om cu nevastă, cu copii, cu unchi şi nepoţi. Uneori, mulţi nepoţi, care văd în el o posibilă trambulină. bbox=[1073, 701, 1465, 755]
speaker-direction: (uşor încurcat) bbox=[1136, 123, 1229, 141]
speaker-name: SUZANA bbox=[142, 790, 206, 808]
dialogue-text: E o nenorocire ca oamenilor să li se pară firească neconcordanţa dintre vorbă şi faptă. Şi s-o accepte ca pe ceva normal ! bbox=[1489, 176, 1877, 229]
dialogue-line: ŞTEFAN : Dacă i s-a dat atîta putere, alegerea lui trebuie să devină o preocupare fundamentală. Viaţa, starea de spirit a oamenilor depind de calităţile şi defectele activiştilor. bbox=[1476, 87, 1876, 141]
speaker-name: GOGU bbox=[1060, 193, 1106, 211]
dialogue-line: GOGU : Ştii ce-i ciudat, mă, Ştefane ? Oamenii ca tine, în loc să fie priviţi ca oameni ai viitorului, sînt compătimiţi, ca depăşiţi de timp. bbox=[1476, 229, 1876, 282]
dialogue-text: Nebunule ! bbox=[256, 790, 326, 808]
speaker-name: GOGU bbox=[552, 861, 598, 879]
